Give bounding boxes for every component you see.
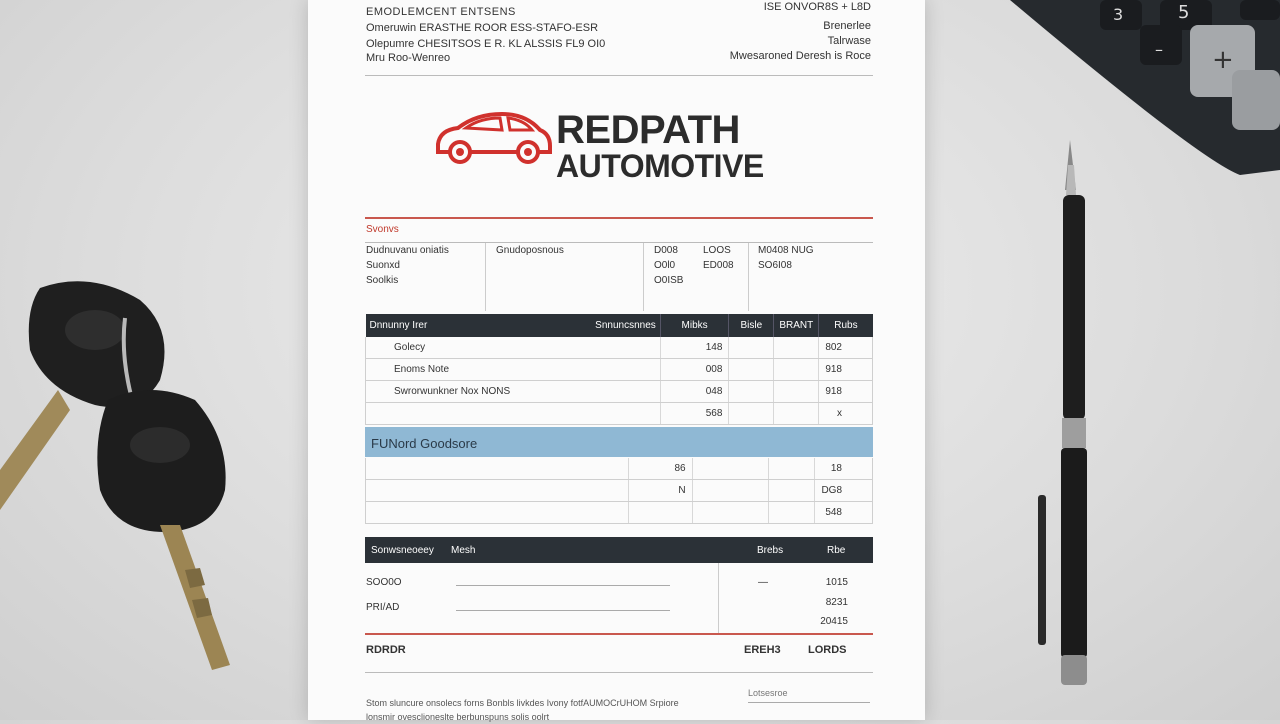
table-cell (692, 480, 768, 502)
labor-row-label: SOO0O (366, 577, 402, 588)
column-header: Sonwsneoeey (371, 545, 434, 556)
column-header: Mibks (660, 314, 729, 337)
info-text: SO6I08 (758, 260, 792, 271)
item-qty: 008 (660, 359, 729, 381)
info-text: O0ISB (654, 275, 684, 286)
car-keys (0, 270, 240, 690)
info-text: O0l0 (654, 260, 676, 271)
info-text: D008 (654, 245, 678, 256)
item-amount: x (819, 403, 873, 425)
item-description (366, 403, 661, 425)
labor-amount: 1015 (825, 577, 848, 588)
subtotal-band-label: FUNord Goodsore (371, 436, 478, 451)
sub-amount: 18 (815, 458, 873, 480)
accent-divider (365, 633, 873, 635)
accent-divider (365, 217, 873, 219)
item-qty: 568 (660, 403, 729, 425)
header-left-line4: Mru Roo-Wenreo (366, 52, 451, 64)
header-left-line2: Omeruwin ERASTHE ROOR ESS-STAFO-ESR (366, 22, 599, 34)
header-right-line2: Brenerlee (823, 20, 871, 32)
invoice-document (308, 0, 925, 720)
table-row (366, 458, 873, 480)
column-header: Rbe (827, 545, 846, 556)
info-col1 (366, 243, 449, 311)
table-cell (768, 502, 815, 524)
info-text: Soolkis (366, 275, 399, 286)
calculator-key-5: 5 (1178, 2, 1190, 23)
table-cell (729, 381, 774, 403)
info-col4 (703, 243, 734, 311)
header-left-block (366, 4, 605, 66)
column-header: Mesh (451, 545, 476, 556)
labor-row-label: PRI/AD (366, 602, 400, 613)
table-row (366, 337, 873, 359)
info-text: LOOS (703, 245, 731, 256)
footer-right: Lotsesroe (748, 688, 788, 698)
column-header: BRANT (774, 314, 819, 337)
column-header: Dnnunny Irer (366, 314, 553, 337)
footer-line: Stom sluncure onsolecs forns Bonbls livkdes Ivony fotfAUMOCrUHOM Srpiore (366, 698, 679, 708)
header-right-line4: Mwesaroned Deresh is Roce (729, 50, 871, 62)
header-right-line3: Talrwase (827, 35, 871, 47)
table-cell (692, 458, 768, 480)
item-description: Swrorwunkner Nox NONS (366, 381, 661, 403)
labor-extra-amount: 20415 (820, 616, 848, 627)
sub-amount: DG8 (815, 480, 873, 502)
header-right-line1: ISE ONVOR8S + L8D (763, 1, 871, 13)
parts-table (365, 314, 873, 425)
header-left-line1: EMODLEMCENT ENTSENS (366, 6, 516, 18)
table-cell (729, 359, 774, 381)
column-header: Snnuncsnnes (552, 314, 660, 337)
labor-line (456, 610, 670, 611)
calculator-key-3: 3 (1113, 5, 1124, 24)
table-cell (692, 502, 768, 524)
table-cell (774, 381, 819, 403)
table-cell (774, 403, 819, 425)
table-cell (729, 403, 774, 425)
info-text: Gnudoposnous (496, 245, 564, 256)
table-cell (768, 458, 815, 480)
table-row (366, 403, 873, 425)
item-amount: 802 (819, 337, 873, 359)
divider (365, 75, 873, 76)
subtotal-table (365, 458, 873, 524)
divider (365, 672, 873, 673)
sub-qty: 86 (628, 458, 692, 480)
info-col5 (758, 243, 814, 311)
divider (643, 243, 644, 311)
column-header: Rubs (819, 314, 873, 337)
table-cell (768, 480, 815, 502)
signature-line (748, 702, 870, 703)
divider (485, 243, 486, 311)
table-cell (366, 502, 629, 524)
item-qty: 148 (660, 337, 729, 359)
total-value: EREH3 (744, 644, 781, 656)
info-col2 (496, 243, 564, 311)
car-icon (432, 108, 552, 170)
table-row (366, 502, 873, 524)
info-text: M0408 NUG (758, 245, 814, 256)
brand-name-line2: AUTOMOTIVE (556, 148, 764, 184)
info-text: Suonxd (366, 260, 400, 271)
calculator-key-minus: – (1155, 40, 1163, 59)
table-row (366, 381, 873, 403)
total-label: RDRDR (366, 644, 406, 656)
info-text: ED008 (703, 260, 734, 271)
item-qty: 048 (660, 381, 729, 403)
table-row (366, 359, 873, 381)
brand-name-line1: REDPATH (556, 108, 740, 152)
info-col3 (654, 243, 683, 311)
column-header: Bisle (729, 314, 774, 337)
divider (718, 563, 719, 633)
table-cell (729, 337, 774, 359)
item-description: Enoms Note (366, 359, 661, 381)
item-amount: 918 (819, 381, 873, 403)
table-cell (366, 480, 629, 502)
subtotal-band (365, 427, 873, 457)
table-row (366, 480, 873, 502)
header-right-block (730, 0, 871, 64)
header-left-line3: Olepumre CHESITSOS E R. KL ALSSIS FL9 OI0 (366, 38, 606, 50)
calculator-key-plus: + (1212, 45, 1234, 75)
table-cell (774, 359, 819, 381)
item-amount: 918 (819, 359, 873, 381)
divider (748, 243, 749, 311)
labor-amount: 8231 (825, 597, 848, 608)
column-header: Brebs (757, 545, 784, 556)
pen (1030, 135, 1090, 695)
labor-mid: — (758, 577, 768, 588)
labor-line (456, 585, 670, 586)
info-text: Dudnuvanu oniatis (366, 245, 449, 256)
table-cell (774, 337, 819, 359)
sub-qty (628, 502, 692, 524)
total-value: LORDS (808, 644, 847, 656)
footer-line: lonsmir ovesclioneslte berbunspuns solis oolrt (366, 712, 550, 722)
item-description: Golecy (366, 337, 661, 359)
table-cell (366, 458, 629, 480)
sub-amount: 548 (815, 502, 873, 524)
section-label: Svonvs (366, 224, 399, 235)
sub-qty: N (628, 480, 692, 502)
labor-header (365, 537, 873, 563)
